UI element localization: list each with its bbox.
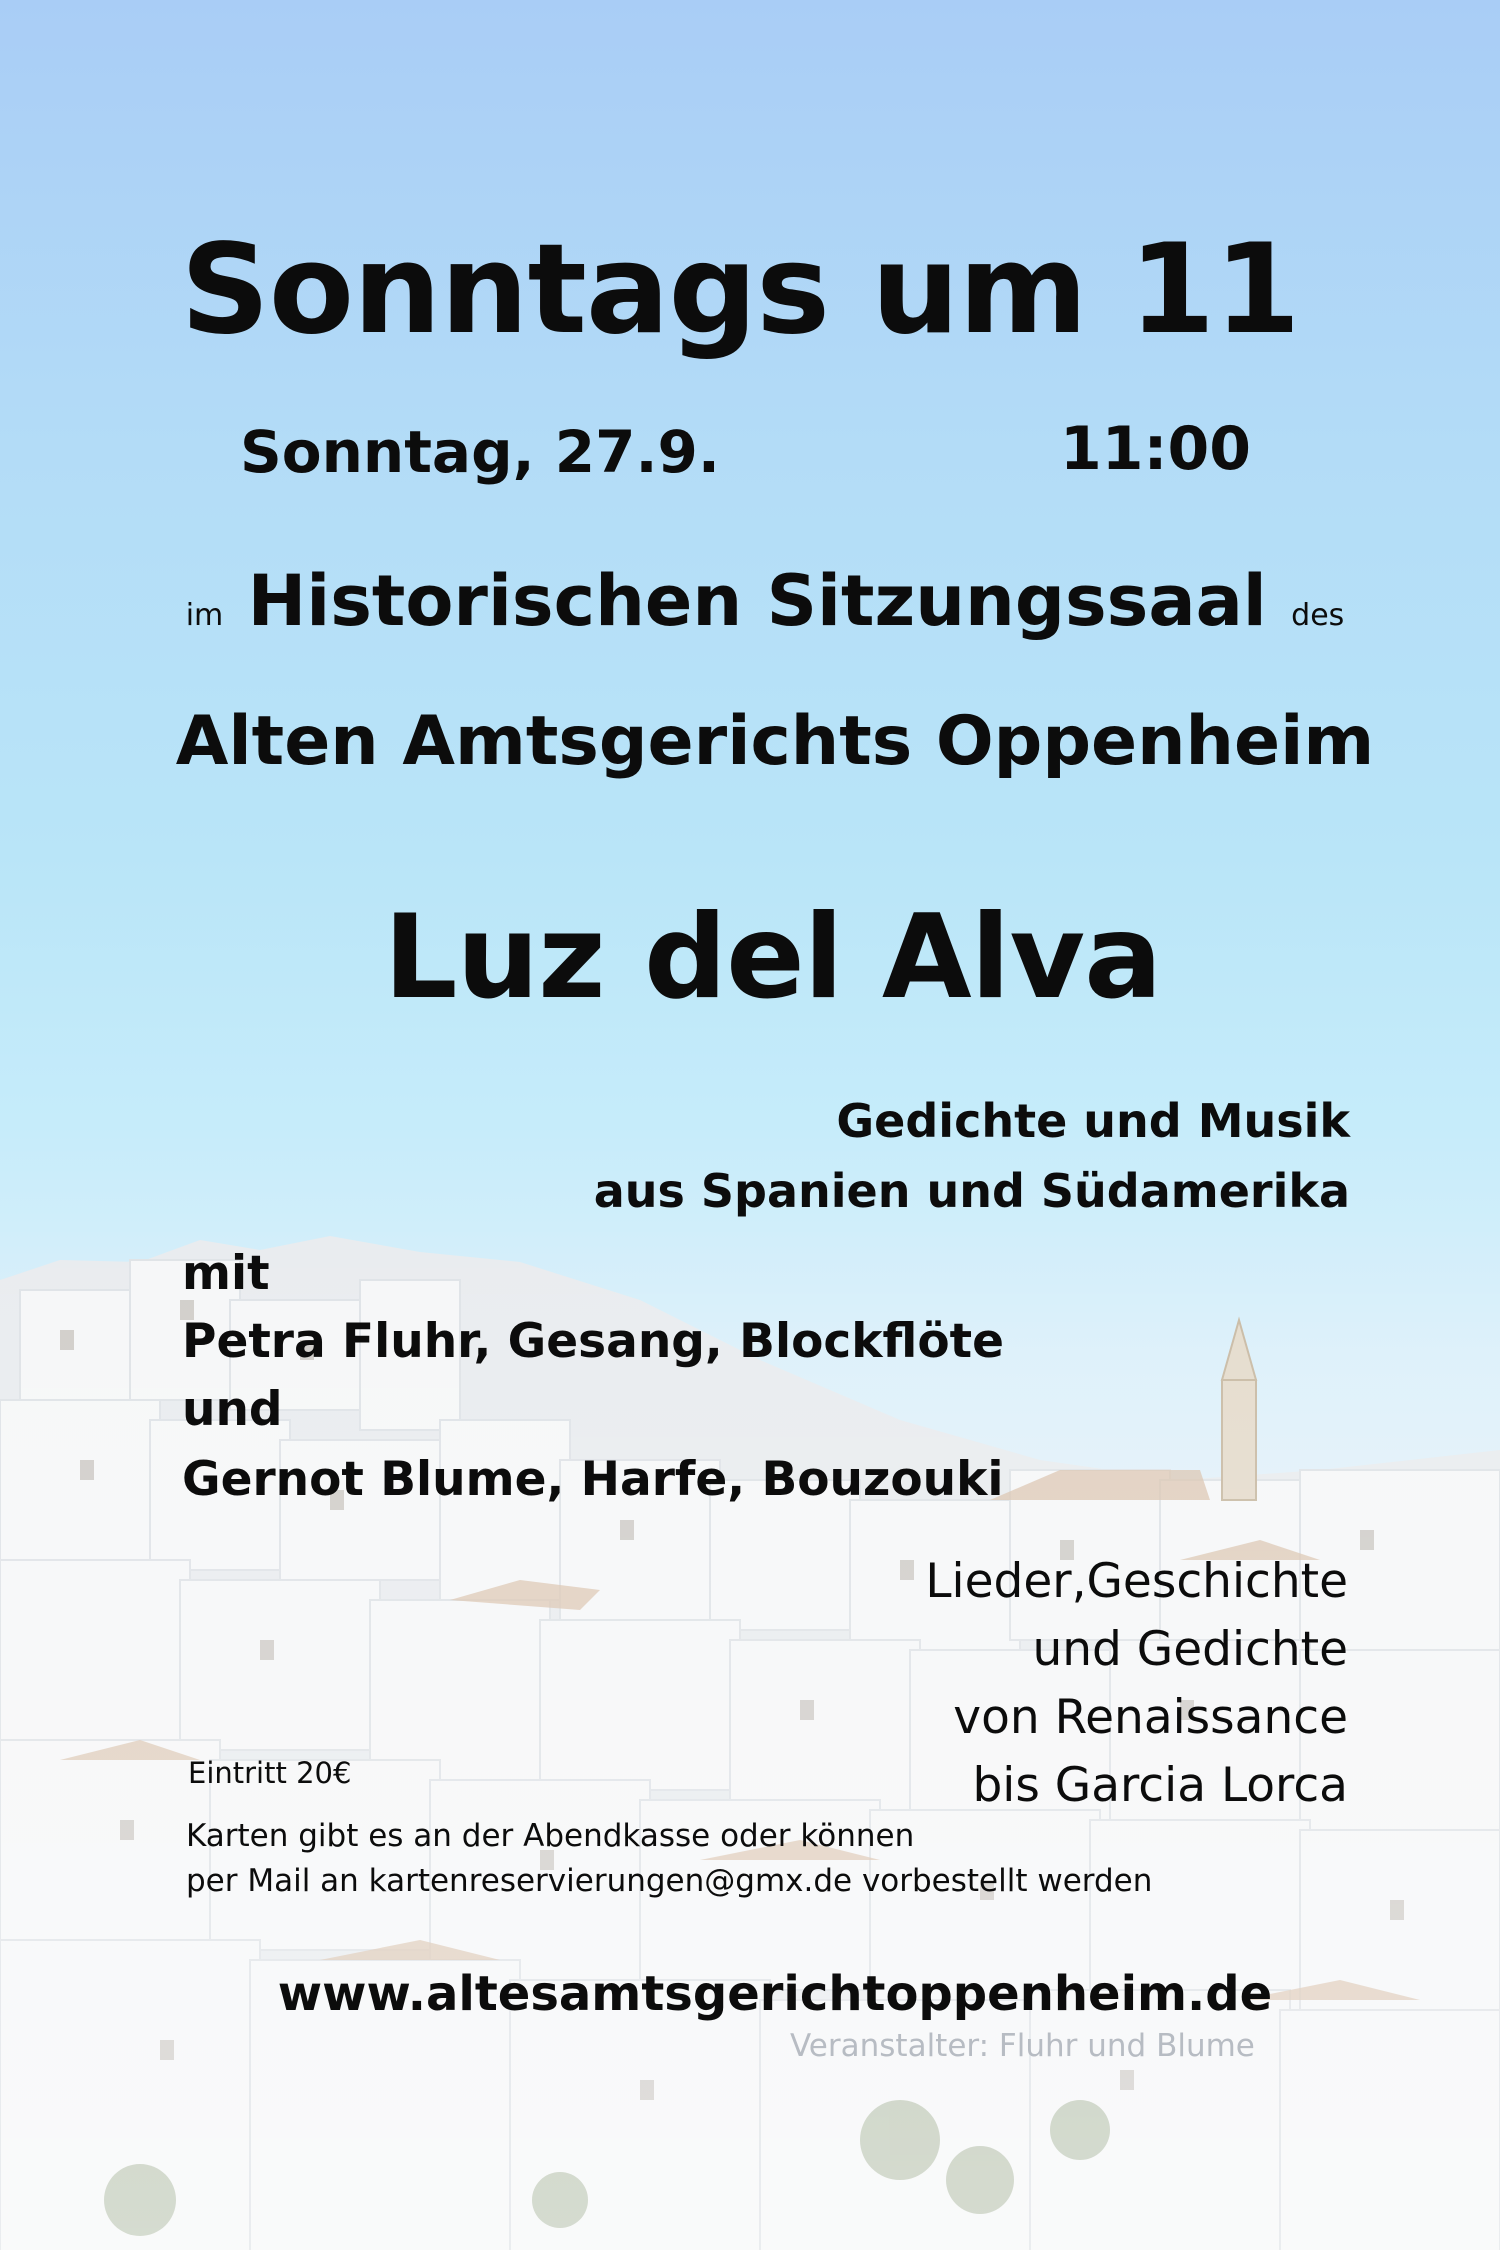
subtitle-line: Gedichte und Musik [836,1094,1350,1148]
event-time: 11:00 [1060,414,1251,484]
program-line: und Gedichte [1032,1622,1348,1677]
band-name: Luz del Alva [383,890,1162,1025]
performer-line: mit [182,1246,270,1301]
venue-line-1 [0,560,1500,642]
organizer-credit: Veranstalter: Fluhr und Blume [790,2028,1255,2064]
website-url: www.altesamtsgerichtoppenheim.de [277,1966,1273,2022]
event-date: Sonntag, 27.9. [240,418,720,486]
performer-line: Gernot Blume, Harfe, Bouzouki [182,1452,1004,1507]
venue-suffix: des [1291,598,1345,633]
ticket-info-line: Karten gibt es an der Abendkasse oder können [186,1818,915,1854]
program-line: von Renaissance [953,1690,1348,1745]
event-series-title: Sonntags um 11 [180,218,1300,362]
subtitle-line: aus Spanien und Südamerika [593,1164,1350,1218]
program-line: bis Garcia Lorca [972,1758,1348,1813]
program-line: Lieder,Geschichte [925,1554,1348,1609]
ticket-info-line: per Mail an kartenreservierungen@gmx.de vorbestellt werden [186,1863,1153,1899]
venue-line-2: Alten Amtsgerichts Oppenheim [175,702,1375,781]
venue-name: Historischen Sitzungssaal [247,560,1267,642]
venue-prefix: im [185,598,224,633]
performer-line: Petra Fluhr, Gesang, Blockflöte [182,1314,1004,1369]
performer-line: und [182,1382,283,1437]
admission-price: Eintritt 20€ [188,1756,352,1790]
